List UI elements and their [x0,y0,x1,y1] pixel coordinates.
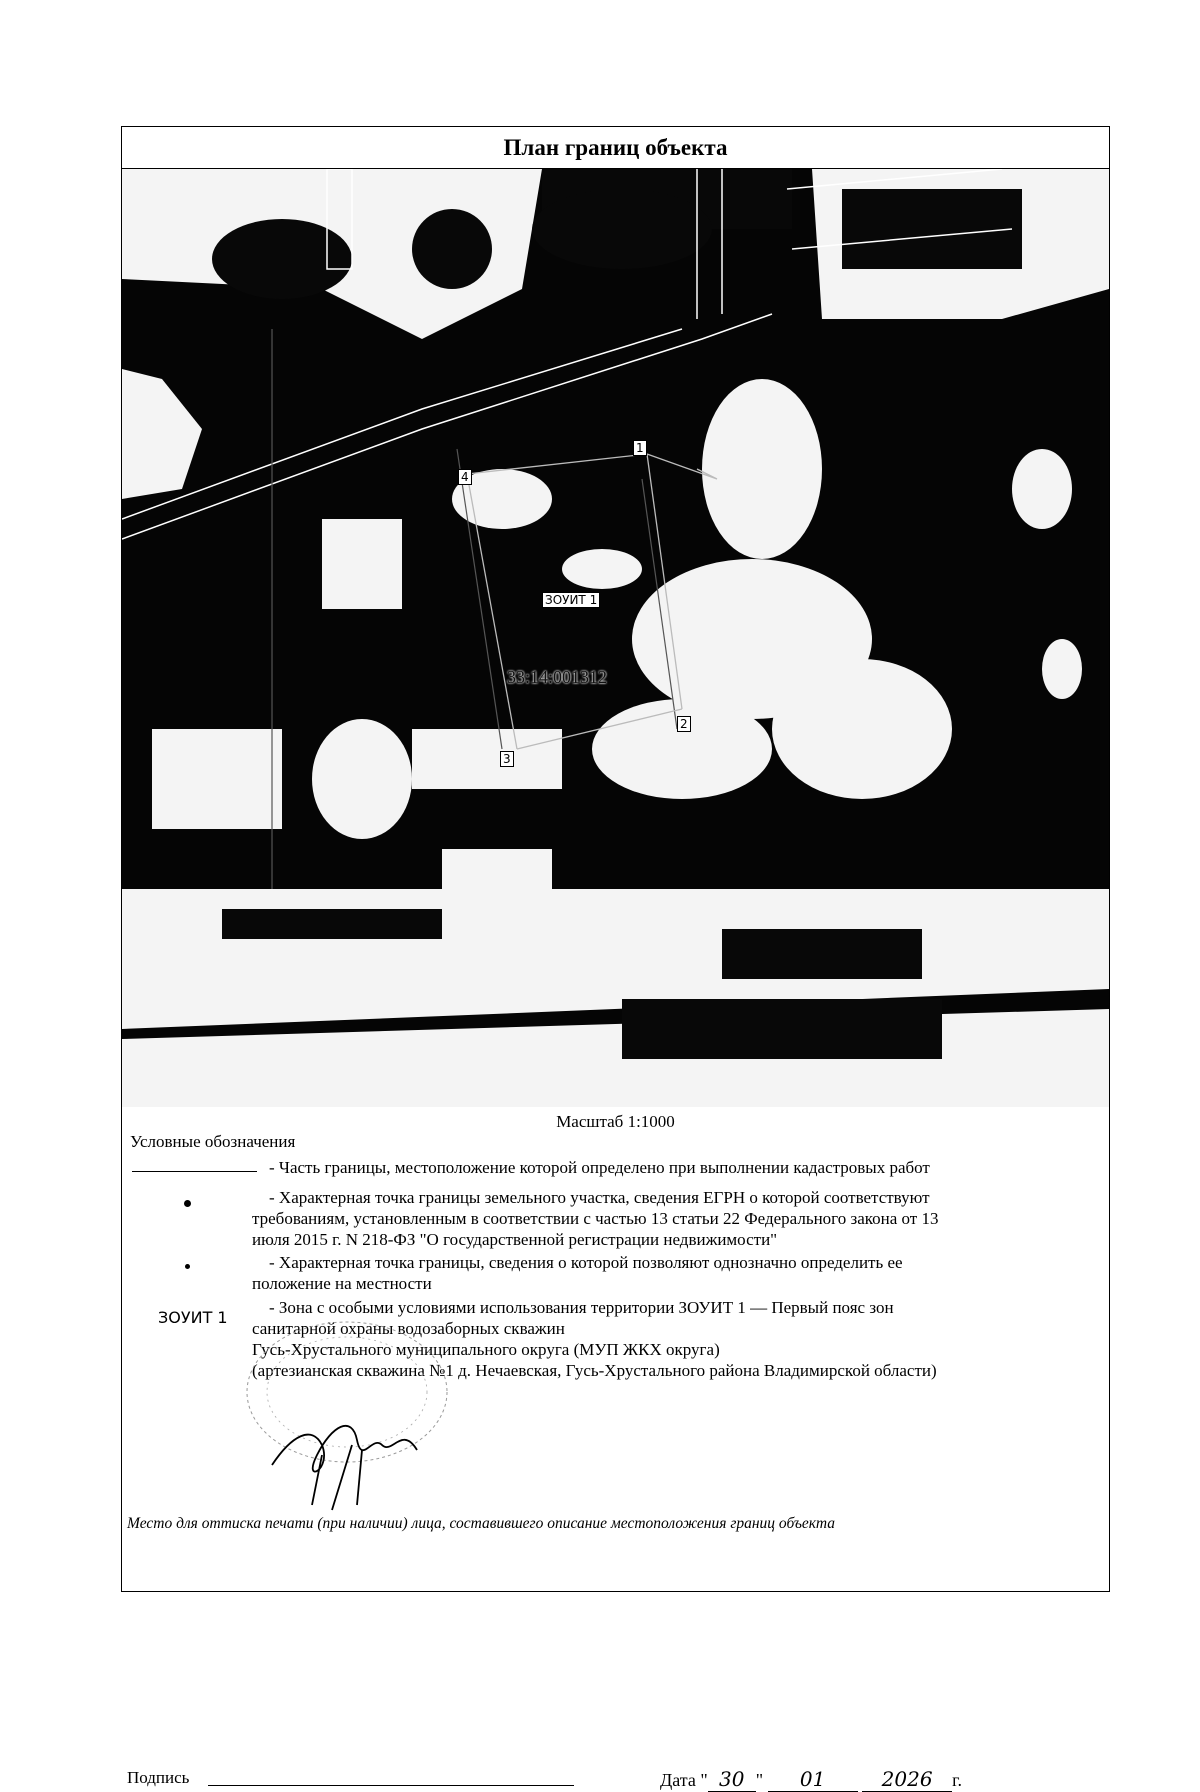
legend-small-point-text-1: - Характерная точка границы, сведения о которой позволяют однозначно определить ее [269,1253,903,1272]
legend-zouit-text-4: (артезианская скважина №1 д. Нечаевская, Гусь-Хрустального района Владимирской области) [252,1361,937,1380]
legend-small-point-symbol [185,1264,190,1269]
legend-line-symbol [132,1171,257,1172]
boundary-point-1: 1 [633,440,647,456]
signature-label: Подпись [127,1768,190,1787]
signature-icon [262,1395,432,1515]
legend-zouit-text-1: - Зона с особыми условиями использования территории ЗОУИТ 1 — Первый пояс зон [269,1298,894,1317]
legend-big-point-symbol [184,1200,191,1207]
legend-zouit-text-3: Гусь-Хрустального муниципального округа (МУП ЖКХ округа) [252,1340,720,1359]
signature-line [208,1785,574,1786]
legend-big-point-text-1: - Характерная точка границы земельного участка, сведения ЕГРН о которой соответствуют [269,1188,930,1207]
legend-zouit-symbol: ЗОУИТ 1 [158,1308,228,1327]
date-suffix: г. [952,1770,962,1790]
boundary-point-2: 2 [677,716,691,732]
boundary-point-3: 3 [500,751,514,767]
legend-zouit-text-2: санитарной охраны водозаборных скважин [252,1319,565,1338]
boundary-point-4: 4 [458,469,472,485]
scale-label: Масштаб 1:1000 [556,1112,675,1131]
stamp-note: Место для оттиска печати (при наличии) лица, составившего описание местоположения границ объекта [127,1515,835,1532]
legend-title: Условные обозначения [130,1132,296,1151]
map-imagery [122,169,1109,1107]
document-frame [121,126,1110,1791]
legend-big-point-text-3: июля 2015 г. N 218-ФЗ "О государственной регистрации недвижимости" [252,1230,778,1249]
legend-line-text: - Часть границы, местоположение которой определено при выполнении кадастровых работ [269,1158,930,1177]
date-day: 30 [708,1767,756,1792]
date-prefix: Дата " [660,1770,708,1790]
legend-big-point-text-2: требованиям, установленным в соответствии с частью 13 статьи 22 Федерального закона от 13 [252,1209,939,1228]
date-field [660,1767,962,1792]
cadastral-number: 33:14:001312 [507,667,608,687]
date-month: 01 [768,1767,858,1792]
date-year: 2026 [862,1767,952,1792]
zone-label: ЗОУИТ 1 [542,592,600,608]
aerial-map [122,169,1109,1107]
page-title: План границ объекта [122,127,1109,169]
date-mid: " [755,1770,764,1790]
legend-small-point-text-2: положение на местности [252,1274,432,1293]
